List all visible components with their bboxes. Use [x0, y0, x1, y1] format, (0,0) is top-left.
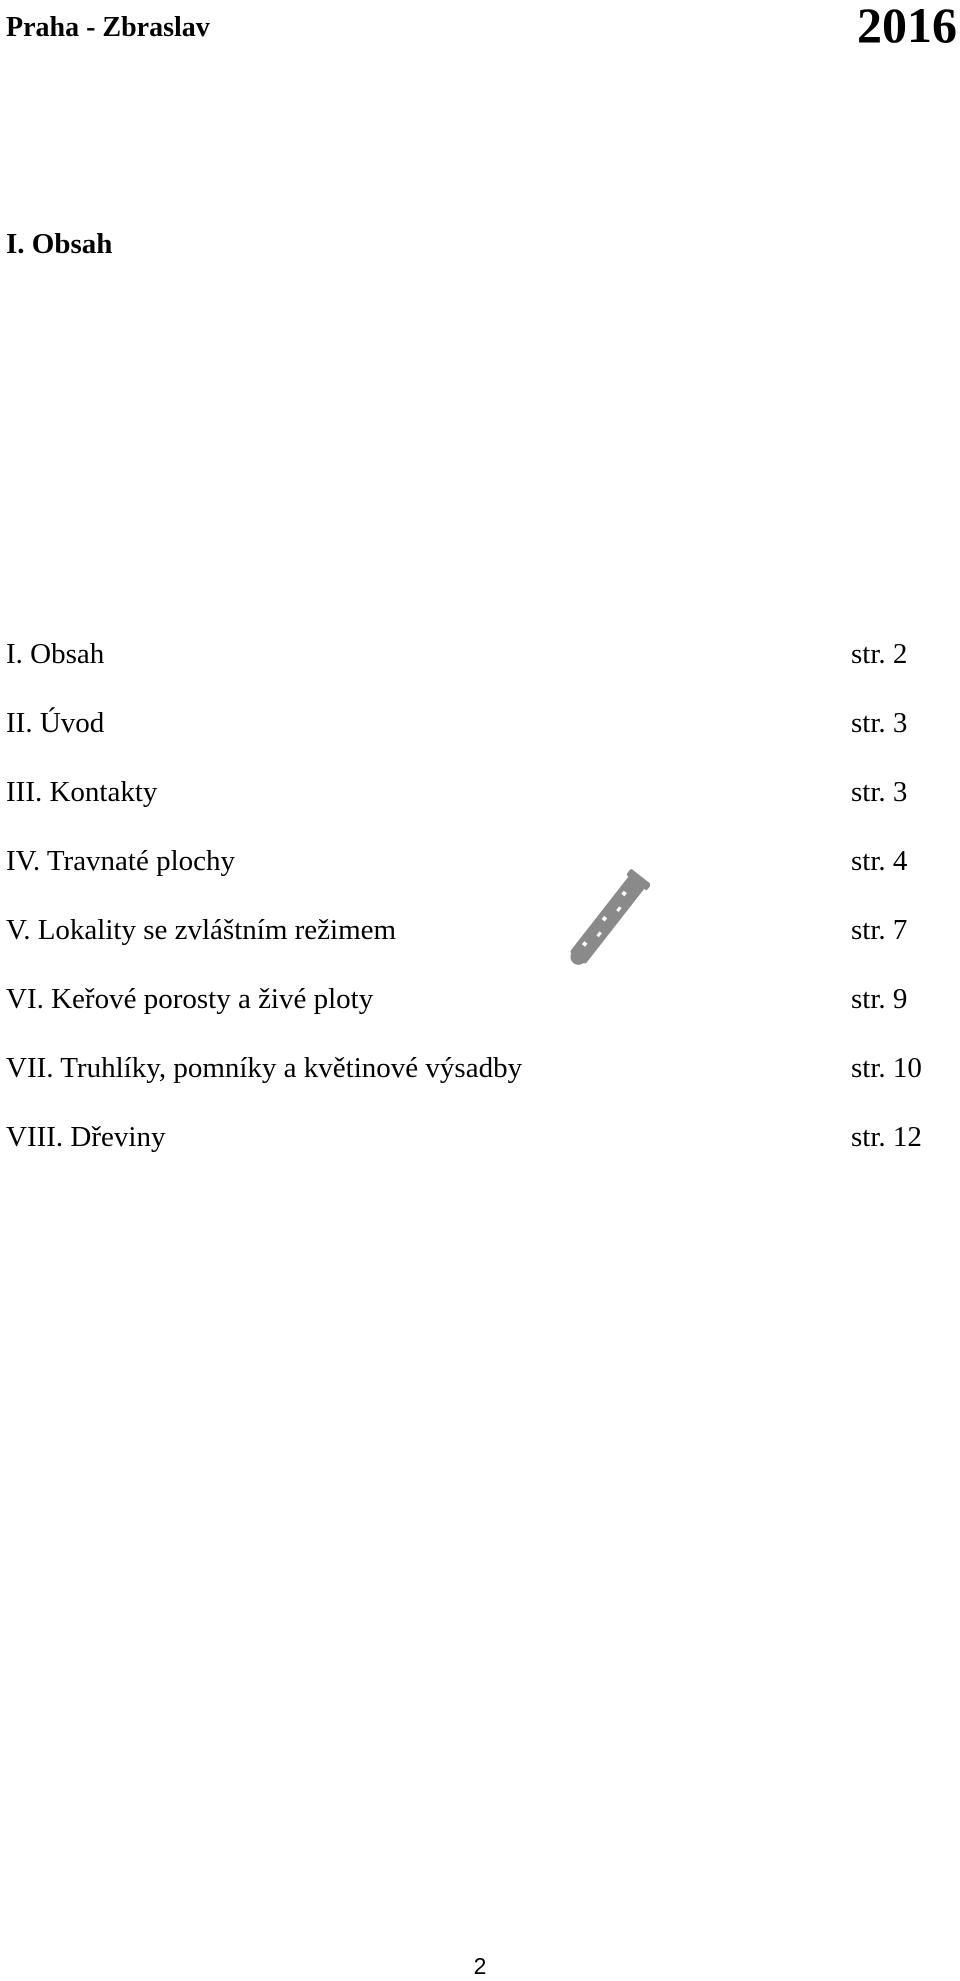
toc-title: III. Kontakty: [6, 776, 158, 808]
toc-title: VII. Truhlíky, pomníky a květinové výsadby: [6, 1052, 523, 1084]
toc-row: [6, 843, 960, 912]
toc-row: [6, 981, 960, 1050]
section-heading: I. Obsah: [6, 228, 113, 260]
toc-row: [6, 1119, 960, 1188]
toc-page: str. 3: [851, 776, 908, 808]
toc-row: [6, 1050, 960, 1119]
toc-row: [6, 912, 960, 981]
toc-page: str. 9: [851, 983, 908, 1015]
page-number: 2: [473, 1953, 487, 1979]
toc-title: VIII. Dřeviny: [6, 1121, 166, 1153]
toc-page: str. 4: [851, 845, 908, 877]
toc-title: II. Úvod: [6, 707, 105, 739]
toc-page: str. 2: [851, 638, 908, 670]
toc-title: VI. Keřové porosty a živé ploty: [6, 983, 374, 1015]
toc-page: str. 10: [851, 1052, 922, 1084]
toc-title: I. Obsah: [6, 638, 105, 670]
header-year: 2016: [857, 0, 957, 53]
toc-page: str. 7: [851, 914, 908, 946]
toc-row: [6, 705, 960, 774]
stamp-mark-icon: [566, 862, 650, 976]
toc-row: [6, 636, 960, 705]
table-of-contents: [6, 636, 960, 1188]
toc-title: IV. Travnaté plochy: [6, 845, 236, 877]
toc-page: str. 12: [851, 1121, 922, 1153]
toc-page: str. 3: [851, 707, 908, 739]
header-place: Praha - Zbraslav: [6, 12, 210, 43]
toc-row: [6, 774, 960, 843]
toc-title: V. Lokality se zvláštním režimem: [6, 914, 397, 946]
